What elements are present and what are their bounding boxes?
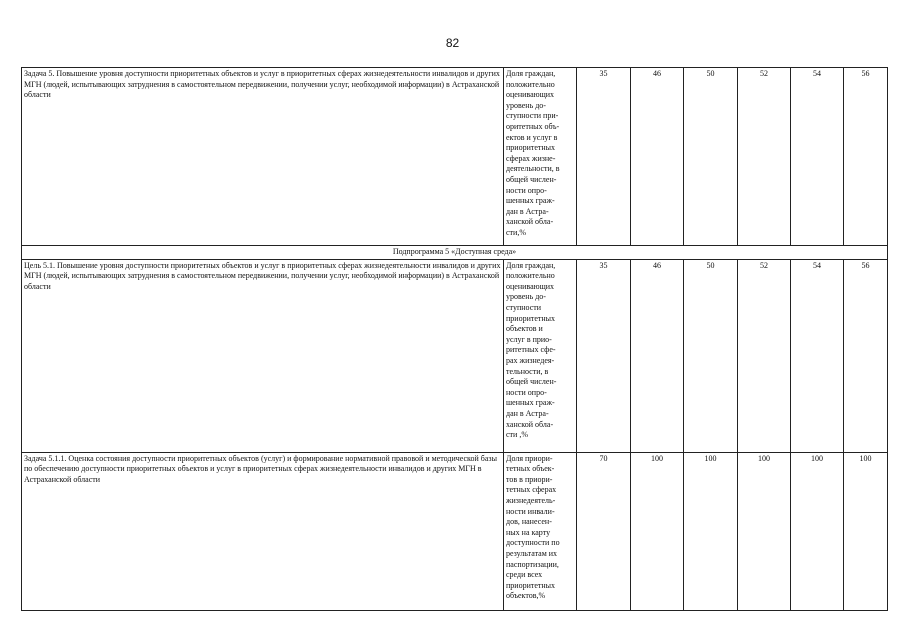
- table-row-task-5: [22, 68, 888, 246]
- indicator-line: положительно: [506, 271, 555, 281]
- indicator-line: Доля граждан,: [506, 260, 556, 270]
- value-cell: 54: [791, 68, 844, 246]
- value-cell: 52: [738, 259, 791, 452]
- goal-description: Цель 5.1. Повышение уровня доступности приоритетных объектов и услуг в приоритетных сферах жизнедеятельности инвалидов и других МГН (людей, испытывающих затруднения в самостоятельном передвижении, получении услуг, необходимой информации) в Астраханской области: [22, 259, 504, 452]
- indicator-line: рах жизнедея-: [506, 355, 555, 365]
- table-row-task-5-1-1: [22, 452, 888, 610]
- indicator-line: ханской обла-: [506, 419, 554, 429]
- value-cell: 46: [631, 259, 684, 452]
- indicator-line: ных на карту: [506, 527, 551, 537]
- indicator-line: дан в Астра-: [506, 408, 549, 418]
- indicator-line: шенных граж-: [506, 196, 555, 206]
- indicator-line: уровень до-: [506, 100, 546, 110]
- indicator-line: жизнедеятель-: [506, 495, 556, 505]
- indicator-line: приоритетных: [506, 313, 556, 323]
- indicator-line: деятельности, в: [506, 164, 560, 174]
- indicator-line: оценивающих: [506, 281, 555, 291]
- indicator-line: объектов и: [506, 324, 543, 334]
- indicator-line: общей числен-: [506, 377, 557, 387]
- indicator-line: оценивающих: [506, 90, 555, 100]
- indicator-line: положительно: [506, 79, 555, 89]
- indicator-line: приоритетных: [506, 143, 556, 153]
- indicator-line: Доля приори-: [506, 453, 553, 463]
- indicator-line: ектов и услуг в: [506, 132, 558, 142]
- value-cell: 35: [577, 259, 631, 452]
- value-cell: 35: [577, 68, 631, 246]
- value-cell: 52: [738, 68, 791, 246]
- indicator-line: услуг в прио-: [506, 334, 552, 344]
- section-row: [22, 246, 888, 260]
- value-cell: 56: [844, 259, 888, 452]
- value-cell: 50: [684, 259, 738, 452]
- value-cell: 100: [684, 452, 738, 610]
- indicator-line: ности опро-: [506, 387, 547, 397]
- indicator-line: Доля граждан,: [506, 69, 556, 78]
- page-number: 82: [445, 36, 460, 50]
- indicator-line: ступности при-: [506, 111, 559, 121]
- goal-description: Задача 5. Повышение уровня доступности приоритетных объектов и услуг в приоритетных сферах жизнедеятельности инвалидов и других МГН (людей, испытывающих затруднения в самостоятельном передвижении, получении услуг, необходимой информации) в Астраханской области: [22, 68, 504, 246]
- indicators-table: [21, 67, 888, 611]
- indicator-line: сферах жизне-: [506, 153, 556, 163]
- indicator-line: дан в Астра-: [506, 206, 549, 216]
- value-cell: 54: [791, 259, 844, 452]
- goal-description: Задача 5.1.1. Оценка состояния доступности приоритетных объектов (услуг) и формирование нормативной правовой и методической базы по обеспечению доступности приоритетных объектов и услуг в приоритетных сферах жизнедеятельности инвалидов и других МГН в Астраханской области: [22, 452, 504, 610]
- indicator-line: ступности: [506, 302, 542, 312]
- table-row-goal-5-1: [22, 259, 888, 452]
- indicator-line: результатам их: [506, 548, 558, 558]
- indicator-line: паспортизации,: [506, 559, 559, 569]
- value-cell: 100: [844, 452, 888, 610]
- indicator-line: ности опро-: [506, 185, 547, 195]
- value-cell: 100: [791, 452, 844, 610]
- indicator-line: ханской обла-: [506, 217, 554, 227]
- indicator-line: доступности по: [506, 538, 560, 548]
- value-cell: 100: [738, 452, 791, 610]
- indicator-line: тельности, в: [506, 366, 549, 376]
- indicator-line: тетных объек-: [506, 464, 555, 474]
- indicator-cell: [504, 68, 577, 246]
- indicator-line: дов, нанесен-: [506, 517, 552, 527]
- indicator-line: общей числен-: [506, 174, 557, 184]
- indicator-line: тов в приори-: [506, 474, 553, 484]
- value-cell: 46: [631, 68, 684, 246]
- value-cell: 56: [844, 68, 888, 246]
- value-cell: 100: [631, 452, 684, 610]
- indicator-line: тетных сферах: [506, 485, 557, 495]
- indicator-line: ритетных сфе-: [506, 345, 556, 355]
- indicator-line: объектов,%: [506, 591, 546, 601]
- indicator-cell: [504, 452, 577, 610]
- indicator-line: уровень до-: [506, 292, 546, 302]
- value-cell: 70: [577, 452, 631, 610]
- indicator-cell: [504, 259, 577, 452]
- indicator-line: среди всех: [506, 570, 543, 580]
- value-cell: 50: [684, 68, 738, 246]
- indicator-line: приоритетных: [506, 580, 556, 590]
- indicator-line: сти,%: [506, 227, 526, 237]
- indicator-line: ности инвали-: [506, 506, 555, 516]
- indicator-line: оритетных объ-: [506, 121, 560, 131]
- section-title: Подпрограмма 5 «Доступная среда»: [22, 246, 888, 260]
- indicator-line: сти ,%: [506, 430, 528, 440]
- indicator-line: шенных граж-: [506, 398, 555, 408]
